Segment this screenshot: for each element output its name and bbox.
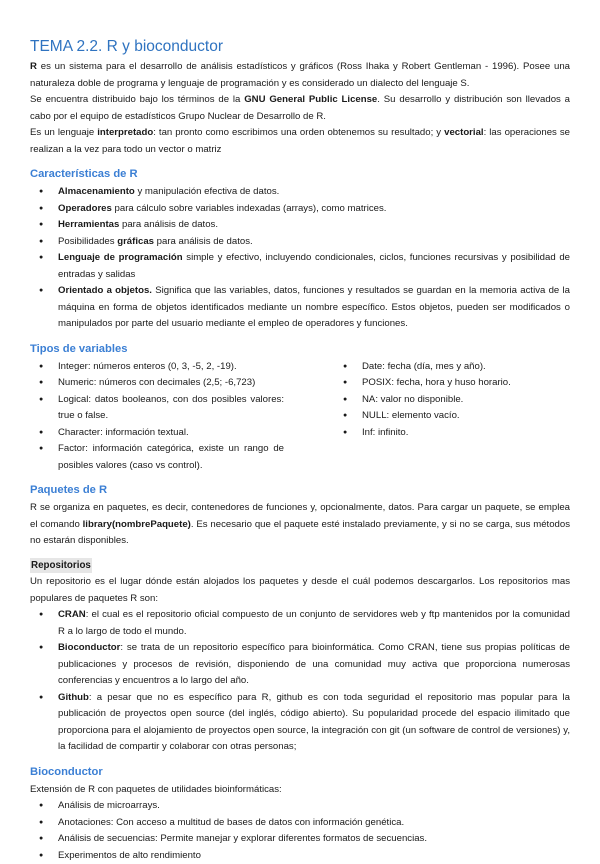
list-item: ● Integer: números enteros (0, 3, -5, 2, -19).: [30, 359, 284, 376]
list-item: ● Numeric: números con decimales (2,5; -6,723): [30, 375, 284, 392]
intro-paragraph-3: Es un lenguaje interpretado: tan pronto como escribimos una orden obtenemos su resultado; y vectorial: las operaciones se realizan a la vez para todo un vector o matriz: [30, 125, 570, 158]
list-item: ● Anotaciones: Con acceso a multitud de bases de datos con información genética.: [30, 815, 570, 832]
tipos-list-right: [334, 359, 570, 475]
list-item: ● Posibilidades gráficas para análisis de datos.: [30, 234, 570, 251]
tipos-list-left: [30, 359, 284, 475]
list-item: ● Inf: infinito.: [334, 425, 570, 442]
list-item: ● Experimentos de alto rendimiento: [30, 848, 570, 864]
list-item: ● Herramientas para análisis de datos.: [30, 217, 570, 234]
caracteristicas-list: [30, 184, 570, 333]
list-item: ● Análisis de microarrays.: [30, 798, 570, 815]
bold-term: vectorial: [444, 127, 483, 138]
list-item: ● Character: información textual.: [30, 425, 284, 442]
list-item: ● NA: valor no disponible.: [334, 392, 570, 409]
list-item: ● Date: fecha (día, mes y año).: [334, 359, 570, 376]
list-item: ● NULL: elemento vacío.: [334, 408, 570, 425]
list-item: ● Orientado a objetos. Significa que las variables, datos, funciones y resultados se guardan en la memoria activa de la máquina en forma de objetos identificados mediante un nombre específico. Estos objetos, pueden ser modificados o manipulados por parte del usuario mediante el empleo de operadores y funciones.: [30, 283, 570, 333]
bold-term: interpretado: [97, 127, 153, 138]
section-heading-caracteristicas: Características de R: [30, 167, 570, 182]
list-item: ● Logical: datos booleanos, con dos posibles valores: true o false.: [30, 392, 284, 425]
bioconductor-list: [30, 798, 570, 864]
intro-paragraph-1: R es un sistema para el desarrollo de análisis estadísticos y gráficos (Ross Ihaka y Robert Gentleman - 1996). Posee una naturaleza doble de programa y lenguaje de programación y es considerado un dialecto del lenguaje S.: [30, 59, 570, 92]
list-item: ● Operadores para cálculo sobre variables indexadas (arrays), como matrices.: [30, 201, 570, 218]
tipos-columns: [30, 359, 570, 475]
section-heading-repositorios: Repositorios: [30, 558, 92, 573]
section-heading-paquetes: Paquetes de R: [30, 483, 570, 498]
intro-paragraph-2: Se encuentra distribuido bajo los términos de la GNU General Public License. Su desarrollo y distribución son llevados a cabo por el equipo de estadísticos Grupo Nuclear de Desarrollo de R.: [30, 92, 570, 125]
section-heading-tipos: Tipos de variables: [30, 342, 570, 357]
list-item: ● Almacenamiento y manipulación efectiva de datos.: [30, 184, 570, 201]
bold-term: GNU General Public License: [244, 94, 377, 105]
list-item: ● Análisis de secuencias: Permite manejar y explorar diferentes formatos de secuencias.: [30, 831, 570, 848]
bold-term: R: [30, 61, 37, 72]
list-item: ● CRAN: el cual es el repositorio oficial compuesto de un conjunto de servidores web y ftp mantenidos por la comunidad R a lo largo de todo el mundo.: [30, 607, 570, 640]
list-item: ● Github: a pesar que no es específico para R, github es con toda seguridad el repositorio mas popular para la publicación de proyectos open source (del inglés, código abierto). Su popularidad procede del espacio ilimitado que proporciona para el alojamiento de proyectos open source, la integración con git (un software de control de versiones) y, la facilidad de compartir y colaborar con otras personas;: [30, 690, 570, 756]
repositorios-list: [30, 607, 570, 756]
section-heading-bioconductor: Bioconductor: [30, 765, 570, 780]
paquetes-paragraph: R se organiza en paquetes, es decir, contenedores de funciones y, opcionalmente, datos. Para cargar un paquete, se emplea el comando library(nombrePaquete). Es necesario que el paquete esté instalado previamente, y si no se carga, sus métodos no estarán disponibles.: [30, 500, 570, 550]
bioconductor-paragraph: Extensión de R con paquetes de utilidades bioinformáticas:: [30, 782, 570, 799]
list-item: ● Lenguaje de programación simple y efectivo, incluyendo condicionales, ciclos, funciones recursivas y posibilidad de entradas y salidas: [30, 250, 570, 283]
list-item: ● Bioconductor: se trata de un repositorio específico para bioinformática. Como CRAN, tiene sus propias políticas de publicaciones y procesos de revisión, disponiendo de una comunidad muy activa que proporciona numerosas conferencias y encuentros a lo largo del año.: [30, 640, 570, 690]
list-item: ● POSIX: fecha, hora y huso horario.: [334, 375, 570, 392]
list-item: ● Factor: información categórica, existe un rango de posibles valores (caso vs control).: [30, 441, 284, 474]
repositorios-paragraph: Un repositorio es el lugar dónde están alojados los paquetes y desde el cuál podemos descargarlos. Los repositorios mas populares de paquetes R son:: [30, 574, 570, 607]
page-title: TEMA 2.2. R y bioconductor: [30, 38, 570, 56]
